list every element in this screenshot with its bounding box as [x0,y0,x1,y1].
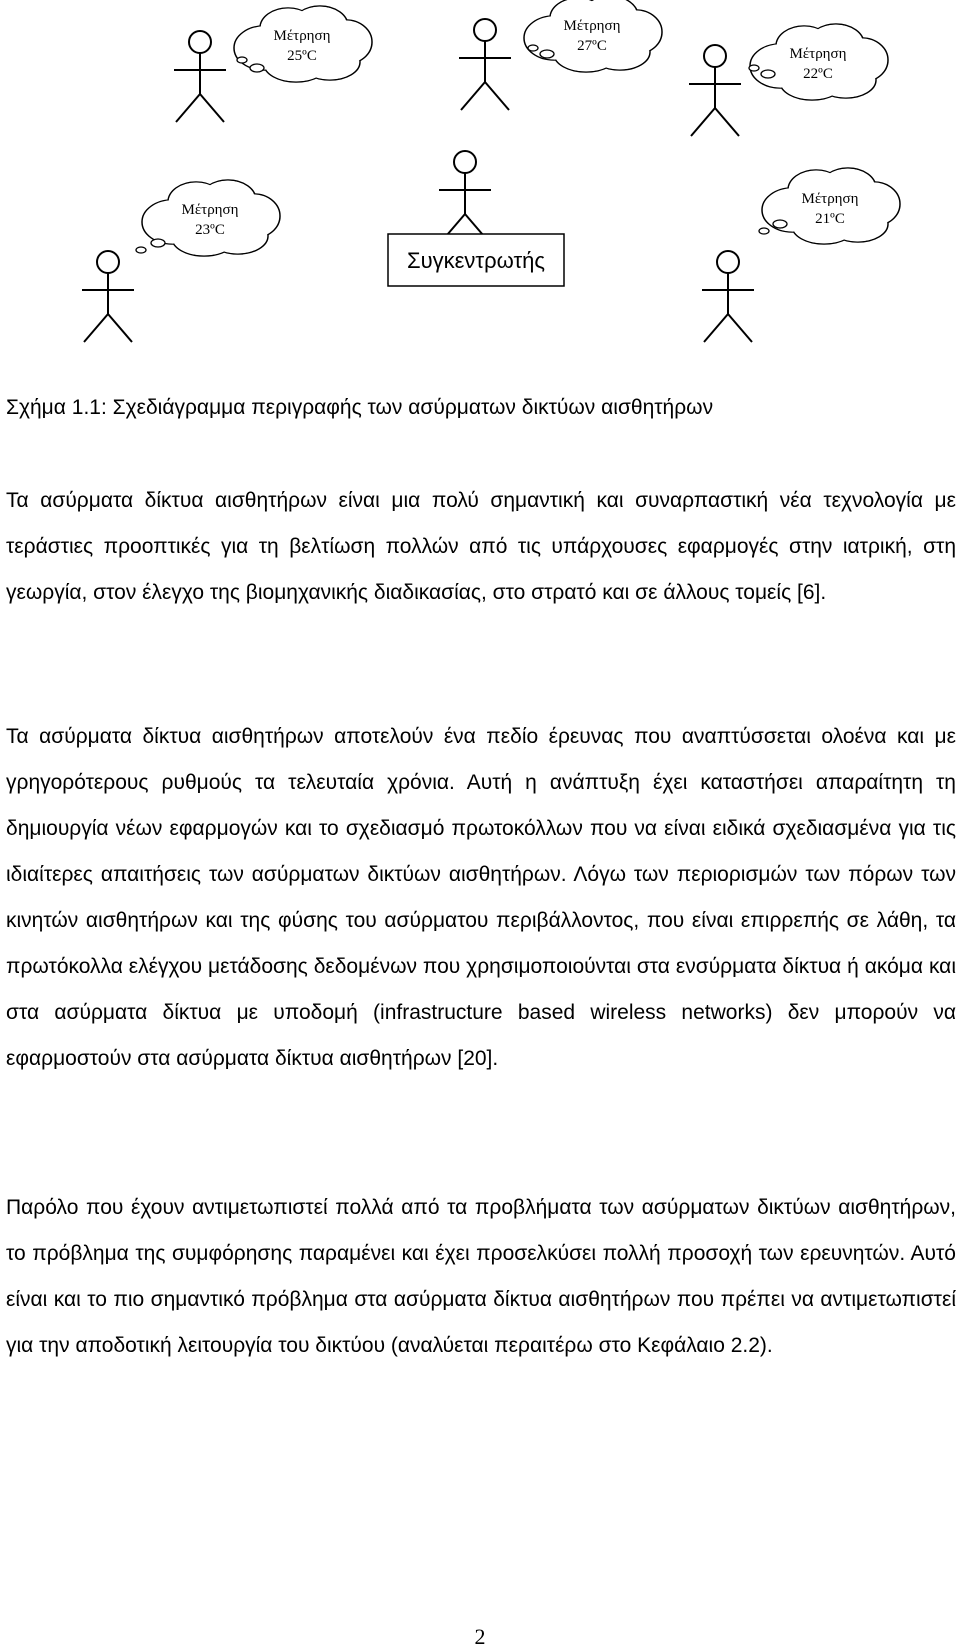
person-icon [689,45,741,136]
person-icon [702,251,754,342]
sensor-value: 27ºC [577,38,607,54]
thought-cloud [750,24,888,100]
person-icon [82,251,134,342]
sensor-node-3 [689,24,888,136]
sensor-node-1 [174,6,372,122]
sensor-value: 21ºC [815,211,845,227]
sensor-label: Μέτρηση [181,202,239,218]
paragraph-1 [6,478,956,616]
sensor-value: 25ºC [287,48,317,64]
sensor-value: 22ºC [803,66,833,82]
sensor-node-5 [702,168,900,342]
aggregator-node [388,151,564,286]
page-number: 2 [474,1624,486,1649]
figure-caption: Σχήμα 1.1: Σχεδιάγραμμα περιγραφής των ασύρματων δικτύων αισθητήρων [6,396,714,419]
sensor-label: Μέτρηση [273,28,331,44]
person-icon [459,19,511,110]
paragraph-text: Τα ασύρματα δίκτυα αισθητήρων είναι μια πολύ σημαντική και συναρπαστική νέα τεχνολογία με τεράστιες προοπτικές για τη βελτίωση πολλών από τις υπάρχουσες εφαρμογές στην ιατρική, στη γεωργία, στον έλεγχο της βιομηχανικής διαδικασίας, στο στρατό και σε άλλους τομείς [6]. [6,489,956,604]
paragraph-text: Τα ασύρματα δίκτυα αισθητήρων αποτελούν ένα πεδίο έρευνας που αναπτύσσεται ολοένα και με γρηγορότερους ρυθμούς τα τελευταία χρόνια. Αυτή η ανάπτυξη έχει καταστήσει απαραίτητη τη δημιουργία νέων εφαρμογών και το σχεδιασμό πρωτοκόλλων που να είναι ειδικά σχεδιασμένα για τις ιδιαίτερες απαιτήσεις των ασύρματων δικτύων αισθητήρων. Λόγω των περιορισμών των πόρων των κινητών αισθητήρων και της φύσης του ασύρματου περιβάλλοντος, που είναι επιρρεπής σε λάθη, τα πρωτόκολλα ελέγχου μετάδοσης δεδομένων που χρησιμοποιούνται στα ενσύρματα δίκτυα ή ακόμα και στα ασύρματα δίκτυα με υποδομή (infrastructure based wireless networks) δεν μπορούν να εφαρμοστούν στα ασύρματα δίκτυα αισθητήρων [20]. [6,725,956,1070]
sensor-label: Μέτρηση [801,191,859,207]
aggregator-label: Συγκεντρωτής [406,248,546,273]
sensor-value: 23ºC [195,222,225,238]
paragraph-2 [6,714,956,1082]
sensor-node-4 [82,180,280,342]
person-icon [174,31,226,122]
sensor-node-2 [459,0,662,110]
sensor-label: Μέτρηση [789,46,847,62]
person-icon [439,151,491,242]
paragraph-3 [6,1185,956,1369]
sensor-label: Μέτρηση [563,18,621,34]
thought-cloud [524,0,662,72]
sensor-network-diagram [0,0,960,380]
paragraph-text: Παρόλο που έχουν αντιμετωπιστεί πολλά από τα προβλήματα των ασύρματων δικτύων αισθητήρων, το πρόβλημα της συμφόρησης παραμένει και έχει προσελκύσει πολλή προσοχή των ερευνητών. Αυτό είναι και το πιο σημαντικό πρόβλημα στα ασύρματα δίκτυα αισθητήρων που πρέπει να αντιμετωπιστεί για την αποδοτική λειτουργία του δικτύου (αναλύεται περαιτέρω στο Κεφάλαιο 2.2). [6,1196,956,1357]
